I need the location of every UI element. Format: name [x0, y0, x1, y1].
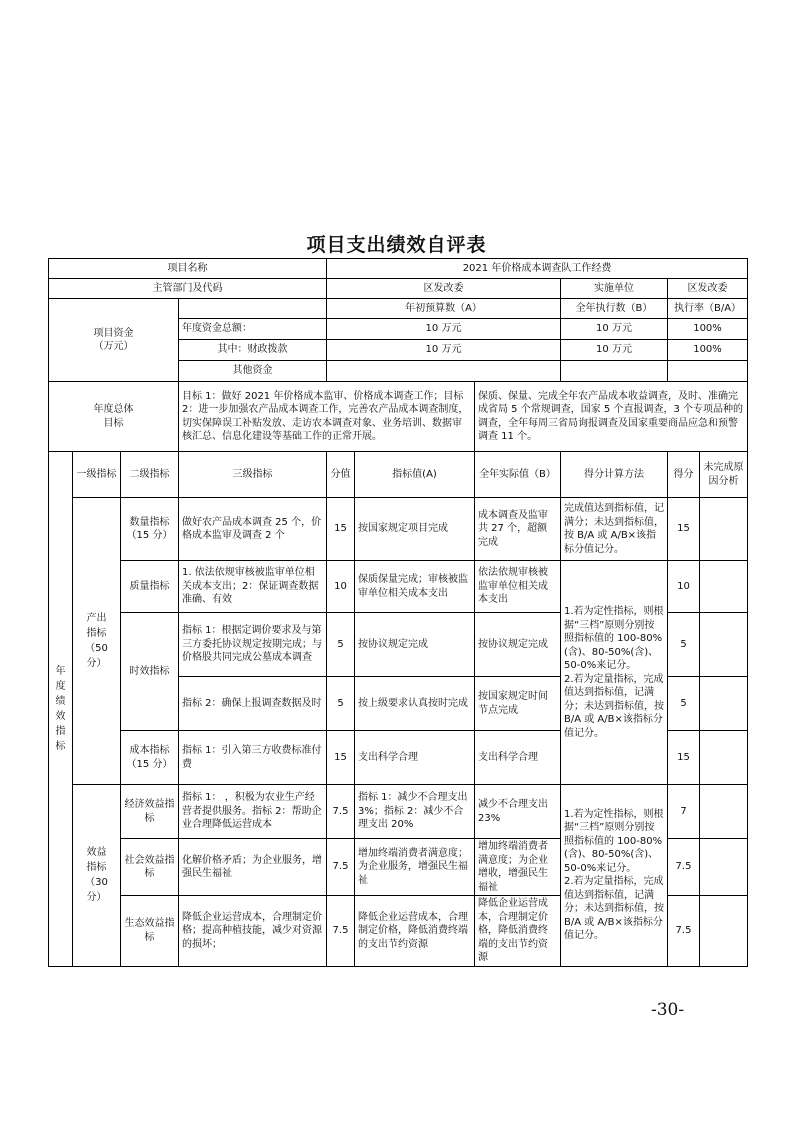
ecological-score: 7.5	[327, 896, 355, 967]
social-level2: 社会效益指标	[121, 839, 179, 896]
col-actual: 全年实际值（B）	[475, 452, 561, 498]
social-target: 增加终端消费者满意度；为企业服务，增强民生福祉	[355, 839, 475, 896]
quantity-reason	[700, 498, 748, 561]
project-name: 2021 年价格成本调查队工作经费	[327, 259, 748, 279]
social-score: 7.5	[327, 839, 355, 896]
economic-target: 指标 1：减少不合理支出 3%；指标 2：减少不合理支出 20%	[355, 785, 475, 839]
ecological-reason	[700, 896, 748, 967]
page-title: 项目支出绩效自评表	[306, 234, 487, 256]
funds-row-budget: 10 万元	[327, 340, 561, 361]
ecological-level2: 生态效益指标	[121, 896, 179, 967]
cost-level3: 指标 1：引入第三方收费标准付费	[179, 731, 327, 785]
quality-level3: 1. 依法依规审核被监审单位相关成本支出；2：保证调查数据准确、有效	[179, 561, 327, 613]
funds-row-rate: 100%	[668, 340, 748, 361]
project-name-label: 项目名称	[49, 259, 327, 279]
ecological-got: 7.5	[668, 896, 700, 967]
impl-label: 实施单位	[561, 279, 668, 299]
quantity-score: 15	[327, 498, 355, 561]
timeliness-score: 5	[327, 613, 355, 677]
quantity-level2: 数量指标（15 分）	[121, 498, 179, 561]
col-level2: 二级指标	[121, 452, 179, 498]
economic-score: 7.5	[327, 785, 355, 839]
timeliness-reason	[700, 613, 748, 677]
economic-reason	[700, 785, 748, 839]
quantity-level3: 做好农产品成本调查 25 个，价格成本监审及调查 2 个	[179, 498, 327, 561]
goal-target: 目标 1：做好 2021 年价格成本监审、价格成本调查工作；目标 2：进一步加强农产品成本调查工作，完善农产品成本调查制度，切实保障误工补贴发放、走访农本调查对象、业务培训、数据审核汇总、信息化建设等基础工作的正常开展。	[179, 382, 475, 452]
funds-row-label: 其中：财政拨款	[179, 340, 327, 361]
col-reason: 未完成原因分析	[700, 452, 748, 498]
dept-value: 区发改委	[327, 279, 561, 299]
timeliness-got: 5	[668, 677, 700, 731]
quality-reason	[700, 561, 748, 613]
col-target: 指标值(A)	[355, 452, 475, 498]
quality-target: 保质保量完成；审核被监审单位相关成本支出	[355, 561, 475, 613]
funds-row-exec: 10 万元	[561, 319, 668, 340]
funds-row-rate: 100%	[668, 319, 748, 340]
quantity-target: 按国家规定项目完成	[355, 498, 475, 561]
col-level3: 三级指标	[179, 452, 327, 498]
funds-label: 项目资金 （万元）	[49, 299, 179, 382]
dept-label: 主管部门及代码	[49, 279, 327, 299]
funds-row-budget: 10 万元	[327, 319, 561, 340]
page-number: -30-	[651, 1000, 685, 1020]
social-got: 7.5	[668, 839, 700, 896]
social-level3: 化解价格矛盾；为企业服务，增强民生福祉	[179, 839, 327, 896]
timeliness-actual: 按协议规定完成	[475, 613, 561, 677]
funds-row-rate	[668, 361, 748, 382]
social-actual: 增加终端消费者满意度；为企业增收，增强民生福祉	[475, 839, 561, 896]
funds-row-budget	[327, 361, 561, 382]
cost-reason	[700, 731, 748, 785]
cost-score: 15	[327, 731, 355, 785]
economic-level3: 指标 1： ，积极为农业生产经营者提供服务。指标 2：帮助企业合理降低运营成本	[179, 785, 327, 839]
benefit-method: 1.若为定性指标，则根据“三档”原则分别按照指标值的 100-80%(含)、80-50%(含)、50-0%来记分。 2.若为定量指标，完成值达到指标值，记满分；未达到指标值，按 B/A 或 A/B×该指标分值记分。	[561, 785, 668, 967]
output-label: 产出指标（50分）	[73, 498, 121, 785]
timeliness-target: 按协议规定完成	[355, 613, 475, 677]
goal-actual: 保质、保量、完成全年农产品成本收益调查，及时、准确完成省局 5 个常规调查，国家 5 个直报调查，3 个专项品种的调查，全年每周三省局询报调查及国家重要商品应急和预警调查 11 个。	[475, 382, 748, 452]
cost-target: 支出科学合理	[355, 731, 475, 785]
quality-level2: 质量指标	[121, 561, 179, 613]
funds-row-label: 其他资金	[179, 361, 327, 382]
timeliness-actual: 按国家规定时间节点完成	[475, 677, 561, 731]
quantity-actual: 成本调查及监审共 27 个，超额完成	[475, 498, 561, 561]
economic-actual: 减少不合理支出 23%	[475, 785, 561, 839]
funds-col-rate: 执行率（B/A）	[668, 299, 748, 319]
timeliness-target: 按上级要求认真按时完成	[355, 677, 475, 731]
col-got: 得分	[668, 452, 700, 498]
funds-row-label: 年度资金总额：	[179, 319, 327, 340]
impl-value: 区发改委	[668, 279, 748, 299]
col-method: 得分计算方法	[561, 452, 668, 498]
timeliness-got: 5	[668, 613, 700, 677]
col-level1: 一级指标	[73, 452, 121, 498]
indicator-side-label: 年度绩效指标	[49, 452, 73, 967]
funds-col-exec: 全年执行数（B）	[561, 299, 668, 319]
goal-label: 年度总体 目标	[49, 382, 179, 452]
economic-level2: 经济效益指标	[121, 785, 179, 839]
ecological-actual: 降低企业运营成本，合理制定价格，降低消费终端的支出节约资源	[475, 896, 561, 967]
ecological-level3: 降低企业运营成本，合理制定价格；提高种植技能，减少对资源的损坏；	[179, 896, 327, 967]
funds-row-exec: 10 万元	[561, 340, 668, 361]
funds-row-exec	[561, 361, 668, 382]
quality-got: 10	[668, 561, 700, 613]
funds-blank	[179, 299, 327, 319]
timeliness-level3: 指标 1：根据定调价要求及与第三方委托协议规定按期完成；与价格股共同完成公墓成本调查	[179, 613, 327, 677]
economic-got: 7	[668, 785, 700, 839]
quantity-method: 完成值达到指标值，记满分；未达到指标值，按 B/A 或 A/B×该指标分值记分。	[561, 498, 668, 561]
cost-level2: 成本指标（15 分）	[121, 731, 179, 785]
performance-table	[48, 258, 748, 967]
cost-actual: 支出科学合理	[475, 731, 561, 785]
quality-actual: 依法依规审核被监审单位相关成本支出	[475, 561, 561, 613]
col-score: 分值	[327, 452, 355, 498]
cost-got: 15	[668, 731, 700, 785]
benefit-label: 效益指标（30分）	[73, 785, 121, 967]
timeliness-level2: 时效指标	[121, 613, 179, 731]
social-reason	[700, 839, 748, 896]
quantity-got: 15	[668, 498, 700, 561]
timeliness-reason	[700, 677, 748, 731]
output-method: 1.若为定性指标，则根据“三档”原则分别按照指标值的 100-80%(含)、80-50%(含)、50-0%来记分。 2.若为定量指标，完成值达到指标值，记满分；未达到指标值，按 B/A 或 A/B×该指标分值记分。	[561, 561, 668, 785]
timeliness-level3: 指标 2：确保上报调查数据及时	[179, 677, 327, 731]
ecological-target: 降低企业运营成本，合理制定价格，降低消费终端的支出节约资源	[355, 896, 475, 967]
timeliness-score: 5	[327, 677, 355, 731]
funds-col-budget: 年初预算数（A）	[327, 299, 561, 319]
quality-score: 10	[327, 561, 355, 613]
